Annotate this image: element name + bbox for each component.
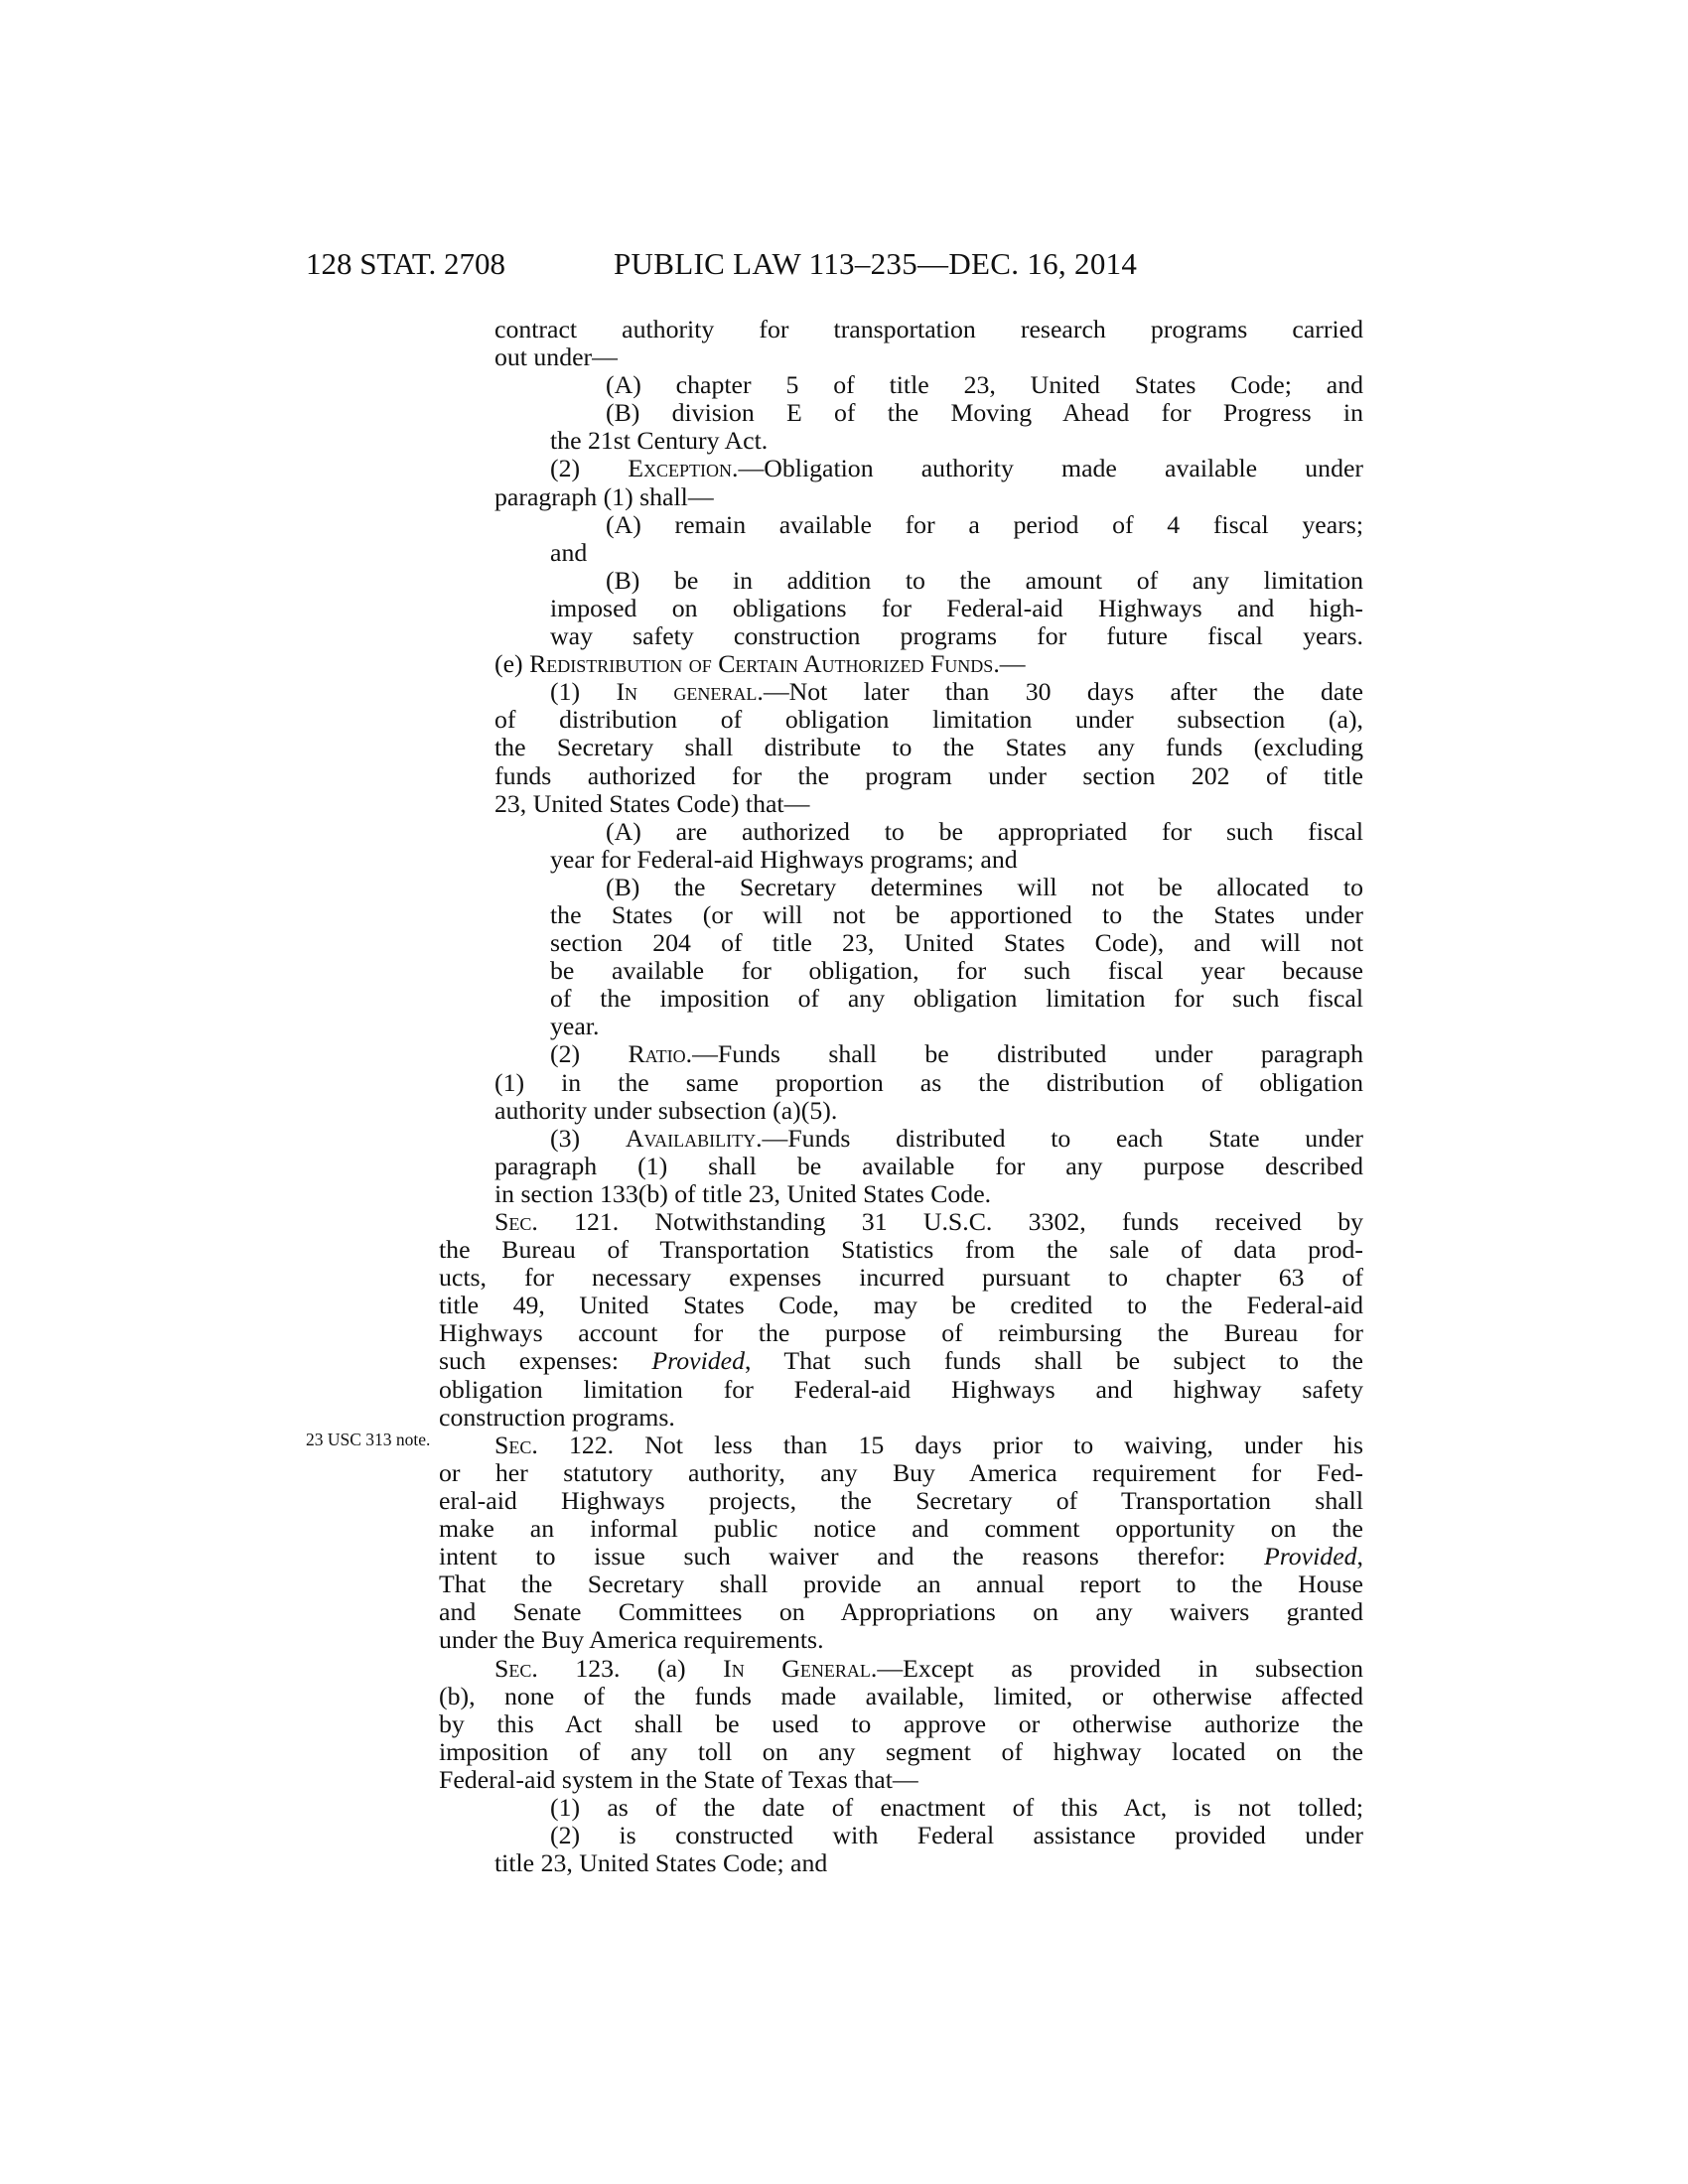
section-label: Sec <box>494 1653 532 1683</box>
text-line: make an informal public notice and comment opportunity on the <box>439 1514 1363 1544</box>
page-header <box>0 246 1688 286</box>
text-line: imposed on obligations for Federal-aid Highways and high- <box>550 593 1363 622</box>
paragraph-heading: Exception <box>628 454 732 483</box>
paragraph-heading: In general <box>616 677 758 707</box>
text-line: ucts, for necessary expenses incurred pursuant to chapter 63 of <box>439 1263 1363 1293</box>
text-line: title 23, United States Code; and <box>494 1848 828 1878</box>
text-line: the Bureau of Transportation Statistics from the sale of data prod- <box>439 1235 1363 1265</box>
text-line: (2) Ratio.—Funds shall be distributed under paragraph <box>550 1039 1363 1069</box>
text-line: year. <box>550 1012 600 1041</box>
text-line: under the Buy America requirements. <box>439 1625 824 1655</box>
text-line: intent to issue such waiver and the reasons therefor: Provided, <box>439 1542 1363 1571</box>
proviso: Provided <box>1263 1542 1357 1571</box>
text-line: and <box>550 537 588 567</box>
text-line: Sec. 122. Not less than 15 days prior to waiving, under his <box>494 1430 1363 1459</box>
text-line: Federal-aid system in the State of Texas that— <box>439 1764 918 1794</box>
paragraph-heading: Availability <box>625 1123 757 1153</box>
text-line: (A) chapter 5 of title 23, United States Code; and <box>606 370 1363 400</box>
text-line: (A) remain available for a period of 4 fiscal years; <box>606 509 1363 539</box>
paragraph-heading: Ratio <box>628 1039 686 1069</box>
body-text <box>439 315 1364 1878</box>
text-line: (1) as of the date of enactment of this Act, is not tolled; <box>550 1792 1363 1822</box>
text-line: contract authority for transportation research programs carried <box>494 315 1363 343</box>
text-line: (A) are authorized to be appropriated for such fiscal <box>606 816 1363 846</box>
proviso: Provided <box>651 1346 746 1376</box>
text-line: the States (or will not be apportioned to the States under <box>550 899 1363 929</box>
text-line: paragraph (1) shall be available for any purpose described <box>494 1151 1363 1180</box>
stat-citation: 128 STAT. 2708 <box>306 246 506 281</box>
text-line: (2) Exception.—Obligation authority made available under <box>550 454 1364 483</box>
text-line: (B) be in addition to the amount of any limitation <box>606 565 1363 595</box>
text-line: obligation limitation for Federal-aid Highways and highway safety <box>439 1374 1363 1404</box>
text-line: of the imposition of any obligation limitation for such fiscal <box>550 984 1363 1014</box>
text-line: 23, United States Code) that— <box>494 788 810 818</box>
text-line: Highways account for the purpose of reimbursing the Bureau for <box>439 1318 1363 1348</box>
text-line: out under— <box>494 342 618 372</box>
text-line: or her statutory authority, any Buy America requirement for Fed- <box>439 1457 1363 1487</box>
subsection-heading: Redistribution of Certain Authorized Funds <box>529 649 994 679</box>
text-line: Sec. 121. Notwithstanding 31 U.S.C. 3302, funds received by <box>494 1207 1363 1236</box>
text-line: authority under subsection (a)(5). <box>494 1095 838 1125</box>
text-line: title 49, United States Code, may be credited to the Federal-aid <box>439 1291 1363 1320</box>
text-line: (b), none of the funds made available, limited, or otherwise affected <box>439 1681 1363 1710</box>
text-line: of distribution of obligation limitation under subsection (a), <box>494 705 1363 735</box>
text-line: be available for obligation, for such fiscal year because <box>550 956 1363 986</box>
text-line: section 204 of title 23, United States Code), and will not <box>550 928 1363 958</box>
text-line: year for Federal-aid Highways programs; and <box>550 844 1018 874</box>
section-label: Sec <box>494 1430 532 1459</box>
text-line: and Senate Committees on Appropriations on any waivers granted <box>439 1597 1363 1627</box>
public-law-title: PUBLIC LAW 113–235—DEC. 16, 2014 <box>614 246 1138 281</box>
text-line: the Secretary shall distribute to the States any funds (excluding <box>494 733 1363 762</box>
text-line: That the Secretary shall provide an annual report to the House <box>439 1570 1363 1599</box>
text-line: (e) Redistribution of Certain Authorized Funds.— <box>494 649 1026 679</box>
text-line: (2) is constructed with Federal assistance provided under <box>550 1821 1363 1850</box>
text-line: (3) Availability.—Funds distributed to each State under <box>550 1123 1364 1153</box>
text-line: (B) the Secretary determines will not be allocated to <box>606 872 1363 901</box>
text-line: imposition of any toll on any segment of highway located on the <box>439 1736 1363 1766</box>
text-line: the 21st Century Act. <box>550 426 769 456</box>
text-line: Sec. 123. (a) In General.—Except as provided in subsection <box>494 1653 1363 1683</box>
subsection-heading: In General <box>723 1653 871 1683</box>
text-line: in section 133(b) of title 23, United States Code. <box>494 1178 992 1208</box>
text-line: (1) in the same proportion as the distribution of obligation <box>494 1067 1363 1097</box>
text-line: by this Act shall be used to approve or otherwise authorize the <box>439 1708 1363 1738</box>
text-line: such expenses: Provided, That such funds shall be subject to the <box>439 1346 1363 1376</box>
section-label: Sec <box>494 1207 532 1236</box>
text-line: construction programs. <box>439 1402 675 1432</box>
text-line: (1) In general.—Not later than 30 days after the date <box>550 677 1363 707</box>
margin-note: 23 USC 313 note. <box>306 1430 431 1449</box>
text-line: paragraph (1) shall— <box>494 481 714 511</box>
text-line: way safety construction programs for future fiscal years. <box>550 621 1363 651</box>
text-line: (B) division E of the Moving Ahead for Progress in <box>606 398 1363 428</box>
text-line: eral-aid Highways projects, the Secretary of Transportation shall <box>439 1485 1363 1515</box>
text-line: funds authorized for the program under section 202 of title <box>494 760 1363 790</box>
